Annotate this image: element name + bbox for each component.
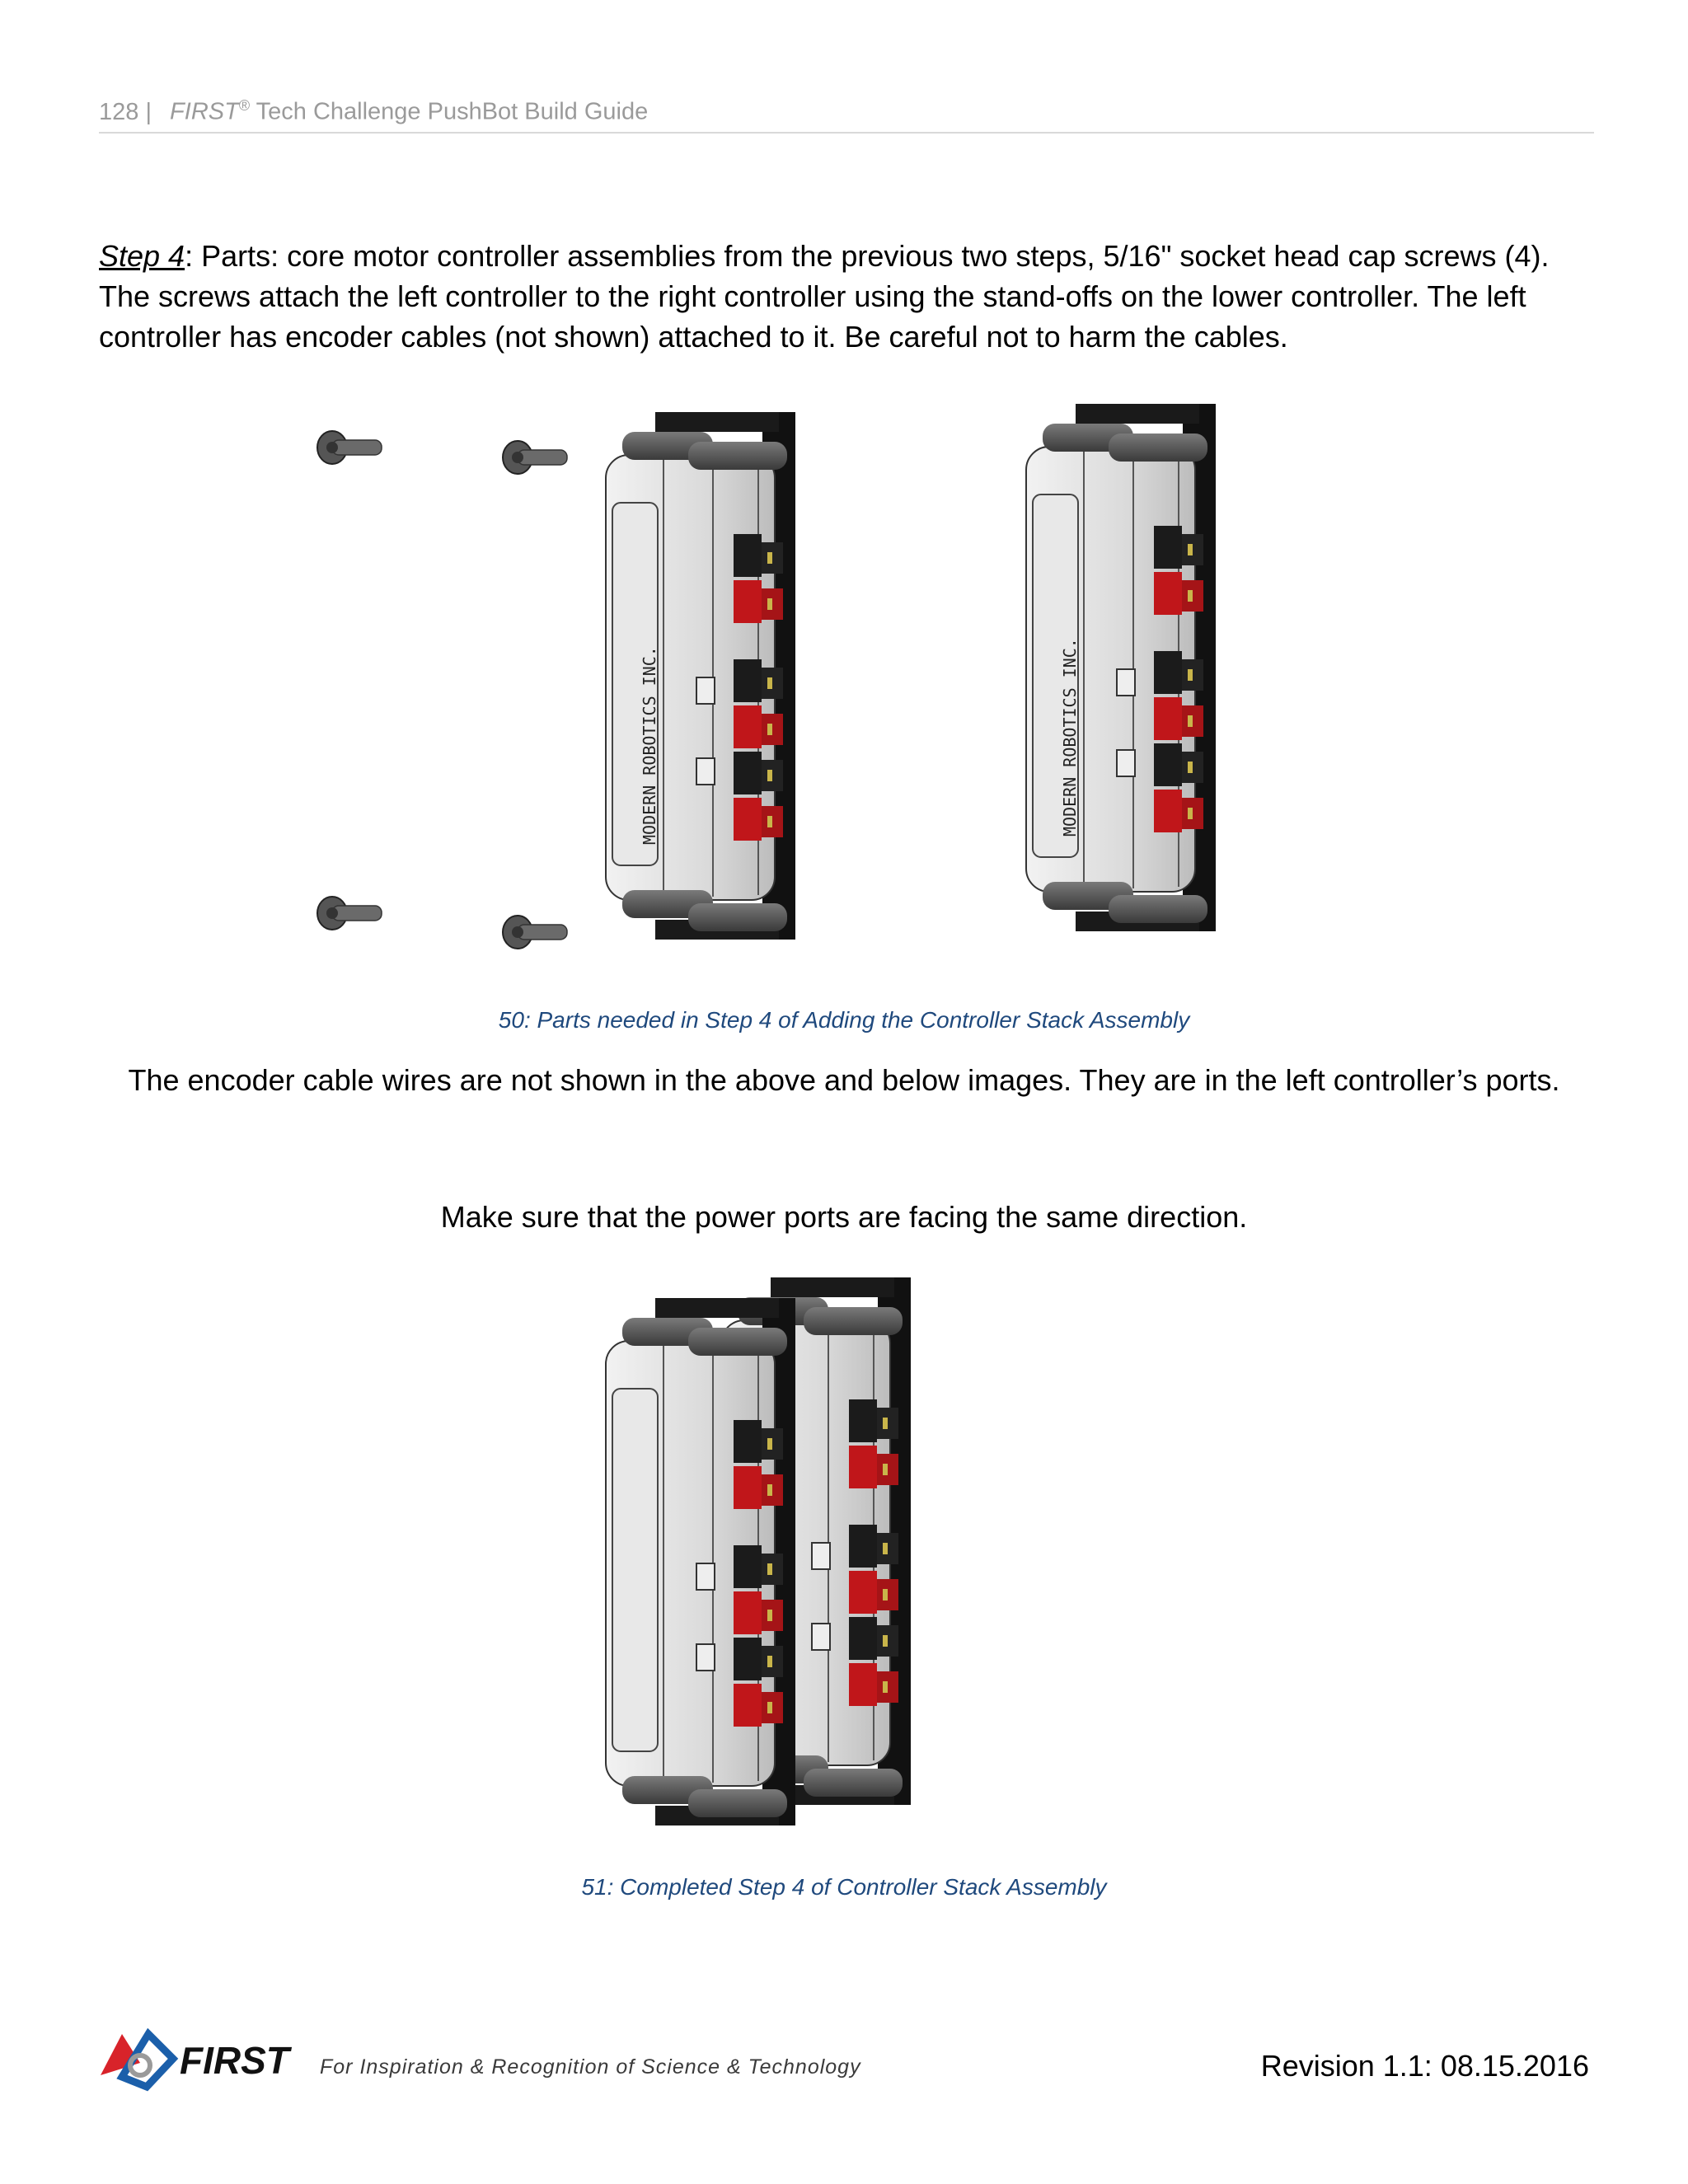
screw-icon	[503, 916, 567, 949]
controller-label: MODERN ROBOTICS INC.	[640, 646, 659, 845]
logo-text: FIRST	[180, 2039, 289, 2082]
figure-caption-50: 50: Parts needed in Step 4 of Adding the Controller Stack Assembly	[498, 1007, 1190, 1033]
encoder-note: The encoder cable wires are not shown in the above and below images. They are in the left controller’s ports.	[128, 1063, 1560, 1097]
controller-label: MODERN ROBOTICS INC.	[1060, 638, 1080, 837]
figure-caption-51: 51: Completed Step 4 of Controller Stack Assembly	[581, 1874, 1107, 1900]
registered-mark: ®	[238, 97, 251, 114]
right-controller-image	[1026, 404, 1216, 931]
header-title: Tech Challenge PushBot Build Guide	[250, 98, 649, 125]
power-ports-note: Make sure that the power ports are facing the same direction.	[440, 1200, 1248, 1234]
header-first: FIRST	[170, 98, 239, 125]
step-label: Step 4	[99, 239, 185, 273]
figure-parts-needed	[305, 400, 1376, 960]
first-logo	[97, 2026, 312, 2092]
figure-completed-step	[593, 1269, 1104, 1830]
screw-icon	[317, 897, 382, 930]
tagline: For Inspiration & Recognition of Science & Technology	[320, 2055, 861, 2079]
left-controller-image	[606, 412, 795, 940]
step-paragraph	[99, 236, 1599, 357]
page-header	[99, 97, 1594, 134]
step-text: : Parts: core motor controller assemblies from the previous two steps, 5/16" socket head cap screws (4). The screws attach the left controller to the right controller using the stand-offs on the lower controller. The left controller has encoder cables (not shown) attached to it. Be careful not to harm the cables.	[99, 239, 1550, 354]
page-number: 128 |	[99, 98, 152, 125]
revision: Revision 1.1: 08.15.2016	[1260, 2049, 1589, 2083]
front-controller-image	[606, 1298, 795, 1825]
screw-icon	[317, 431, 382, 464]
screw-icon	[503, 441, 567, 474]
